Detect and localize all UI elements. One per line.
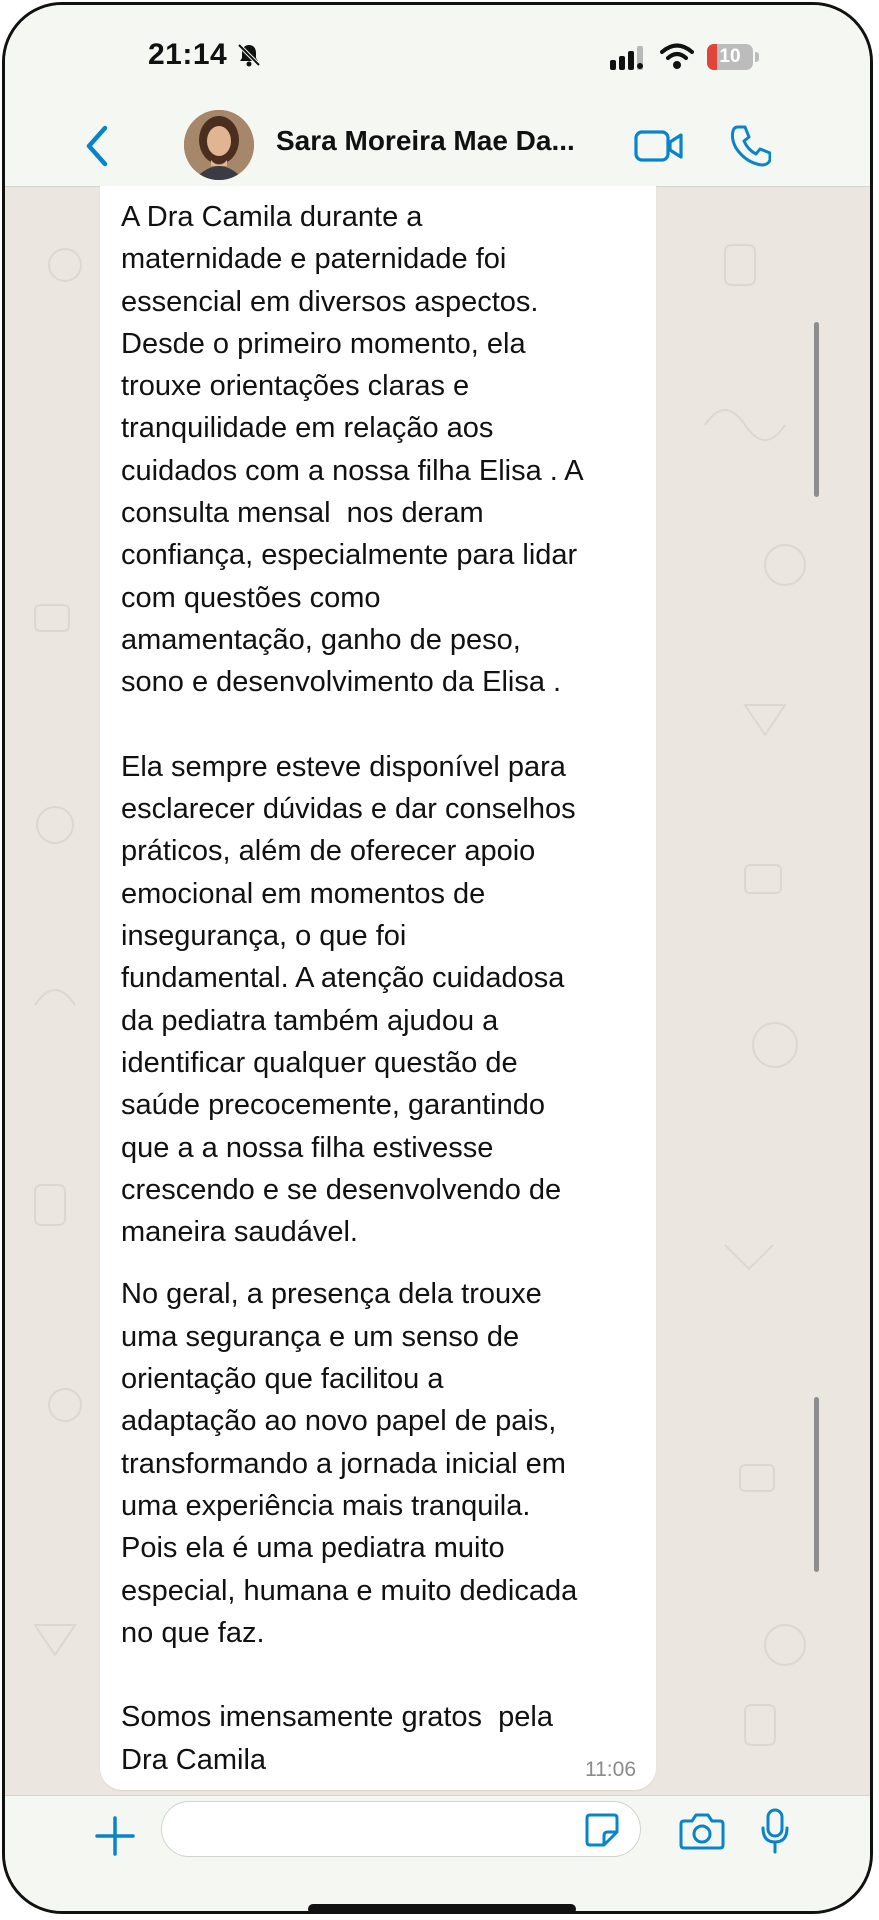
phone-frame xyxy=(2,2,873,1914)
top-bar xyxy=(5,5,870,187)
sticker-icon[interactable] xyxy=(584,1812,620,1848)
battery-level: 10 xyxy=(719,46,741,67)
message-text xyxy=(121,196,646,1801)
message-input[interactable] xyxy=(161,1801,641,1857)
battery-body xyxy=(707,44,753,70)
message-bubble[interactable] xyxy=(100,186,656,1790)
message-paragraph: A Dra Camila durante a maternidade e paternidade foi essencial em diversos aspectos. Desde o primeiro momento, ela trouxe orientações claras e tranquilidade em relação aos cuidados com a nossa filha Elisa . A consulta mensal nos deram confiança, especialmente para lidar com questões como amamentação, ganho de peso, sono e desenvolvimento da Elisa . Ela sempre esteve disponível para esclarecer dúvidas e dar conselhos práticos, além de oferecer apoio emocional em momentos de insegurança, o que foi fundamental. A atenção cuidadosa da pediatra também ajudou a identificar qualquer questão de saúde precocemente, garantindo que a a nossa filha estivesse crescendo e se desenvolvendo de maneira saudável. xyxy=(121,201,584,1249)
plus-icon[interactable] xyxy=(95,1816,135,1856)
signal-icon xyxy=(610,46,650,70)
bell-slash-icon xyxy=(236,42,262,68)
video-call-icon[interactable] xyxy=(634,129,684,163)
contact-name[interactable]: Sara Moreira Mae Da... xyxy=(276,125,575,156)
phone-call-icon[interactable] xyxy=(729,123,771,167)
back-chevron-icon[interactable] xyxy=(83,124,113,168)
battery-icon xyxy=(707,44,761,70)
message-paragraph: No geral, a presença dela trouxe uma segurança e um senso de orientação que facilitou a adaptação ao novo papel de pais, transformando a jornada inicial em uma experiência mais tranquila. Pois ela é uma pediatra muito especial, humana e muito dedicada no que faz. Somos imensamente gratos pela Dra Camila xyxy=(121,1278,578,1776)
wifi-icon xyxy=(660,42,694,70)
scrollbar-thumb[interactable] xyxy=(814,1397,819,1572)
camera-icon[interactable] xyxy=(679,1812,725,1850)
chat-header xyxy=(5,105,870,186)
microphone-icon[interactable] xyxy=(760,1808,790,1854)
message-timestamp: 11:06 xyxy=(585,1758,636,1781)
status-bar xyxy=(5,5,870,105)
avatar[interactable] xyxy=(184,110,254,180)
scrollbar-thumb[interactable] xyxy=(814,322,819,497)
status-time: 21:14 xyxy=(148,38,228,71)
battery-cap xyxy=(755,52,759,62)
avatar-photo xyxy=(184,110,254,180)
home-indicator[interactable] xyxy=(308,1904,576,1914)
composer-bar xyxy=(5,1795,870,1914)
